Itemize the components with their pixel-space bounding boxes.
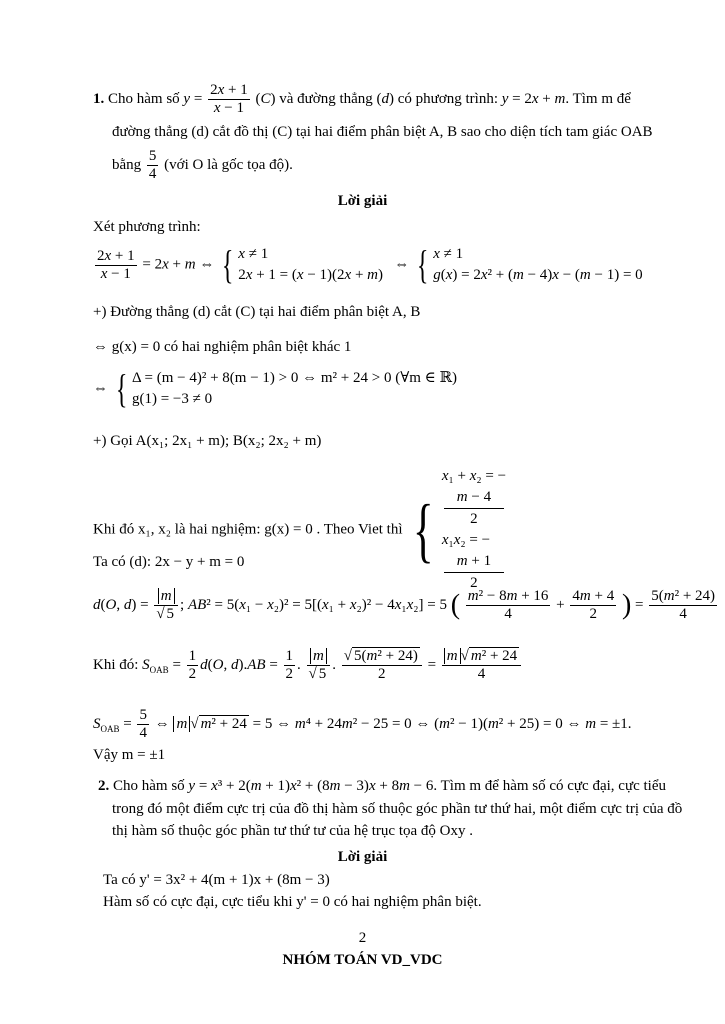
distance-formula: d(O, d) = $\frac{m}{√ 5}$ ; AB² = 5(x₁ − x₂)² = 5[(x₁ + x₂)² − 4x₁x₂] = 5 ( $\frac{\text{m² − 8m + 16}}{4}$ + $\frac{4m + 4}{2}$ ) = $\frac{\text{5(m² + 24)}}{4}$ — [93, 588, 716, 622]
problem2-line3: thị hàm số thuộc góc phần tư thứ tư của hệ trục tọa độ Oxy . — [112, 823, 473, 839]
viet-line: Khi đó x₁, x₂ là hai nghiệm: g(x) = 0 . Theo Viet thì { x₁ + x₂ = − m − 4 2 x₁x₂ = − m + 1 2 — [93, 468, 507, 591]
problem1-number: 1. — [93, 90, 105, 107]
problem1-line1: 1. Cho hàm số y = $\frac{2x + 1}{x - 1}$ (C) và đường thẳng (d) có phương trình: y = 2x + m. Tìm m để — [93, 82, 631, 116]
solution1-taco: Ta có (d): 2x − y + m = 0 — [93, 554, 245, 570]
area-equation: $S_{OAB}$ = $\frac{5}{4}$ ⇔ m √ m² + 24 = 5 ⇔ m⁴ + 24m² − 25 = 0 ⇔ (m² − 1)(m² + 25) = 0 ⇔ m = ±1. — [93, 707, 632, 741]
problem2-line1: 2. Cho hàm số y = x³ + 2(m + 1)x² + (8m − 3)x + 8m − 6. Tìm m để hàm số có cực đại, cực tiểu — [98, 778, 666, 794]
equation-system-1: $\frac{2x + 1}{x - 1}$ = 2x + m ⇔ { x ≠ 1 2x + 1 = (x − 1)(2x + m) ⇔ { x ≠ 1 g(x) = 2x² + (m − 4)x − (m − 1) = 0 — [97, 242, 643, 287]
function-formula: y = $\frac{2x + 1}{x - 1}$ (C) — [183, 82, 280, 116]
delta-system: ⇔ { Δ = (m − 4)² + 8(m − 1) > 0 ⇔ m² + 24 > 0 (∀m ∈ ℝ) g(1) = −3 ≠ 0 — [93, 366, 457, 411]
problem1-intro: Cho hàm số — [108, 90, 180, 107]
solution1-cond2: ⇔ g(x) = 0 có hai nghiệm phân biệt khác 1 — [93, 339, 352, 355]
page-number: 2 — [358, 930, 367, 946]
problem1-line2: đường thẳng (d) cắt đồ thị (C) tại hai điểm phân biệt A, B sao cho diện tích tam giác OAB — [112, 124, 653, 140]
solution1-conclusion: Vậy m = ±1 — [93, 747, 166, 763]
problem1-mid2: có phương trình: — [397, 90, 498, 107]
problem1-mid: và đường thẳng — [279, 90, 373, 107]
footer-group: NHÓM TOÁN VD_VDC — [282, 952, 443, 968]
problem1-end: . Tìm m để — [565, 90, 631, 107]
solution1-heading: Lời giải — [337, 193, 388, 209]
problem2-line2: trong đó một điểm cực trị của đồ thị hàm số thuộc góc phần tư thứ hai, một điểm cực trị của đồ — [112, 801, 683, 817]
solution1-xet: Xét phương trình: — [93, 219, 201, 235]
problem2-number: 2. — [98, 778, 110, 794]
solution2-taco: Ta có y' = 3x² + 4(m + 1)x + (8m − 3) — [103, 872, 330, 888]
problem1-line3: bằng $\frac{5}{4}$ (với O là gốc tọa độ). — [112, 148, 293, 182]
solution2-heading: Lời giải — [337, 849, 388, 865]
solution1-cond1: +) Đường thẳng (d) cắt (C) tại hai điểm phân biệt A, B — [93, 304, 421, 320]
area-formula: Khi đó: $S_{OAB}$ = $\frac{1}{2}$ d(O, d).AB = $\frac{1}{2}$ . $\frac{m}{√ 5}$ . $\frac{\text{√ 5(m² + 24)}}{2}$ = $\frac{\text{m √ m² + 24}}{4}$ — [93, 648, 523, 683]
solution2-hamso: Hàm số có cực đại, cực tiểu khi y' = 0 có hai nghiệm phân biệt. — [103, 894, 482, 910]
solution1-goi: +) Gọi A(x₁; 2x₁ + m); B(x₂; 2x₂ + m) — [93, 433, 322, 449]
